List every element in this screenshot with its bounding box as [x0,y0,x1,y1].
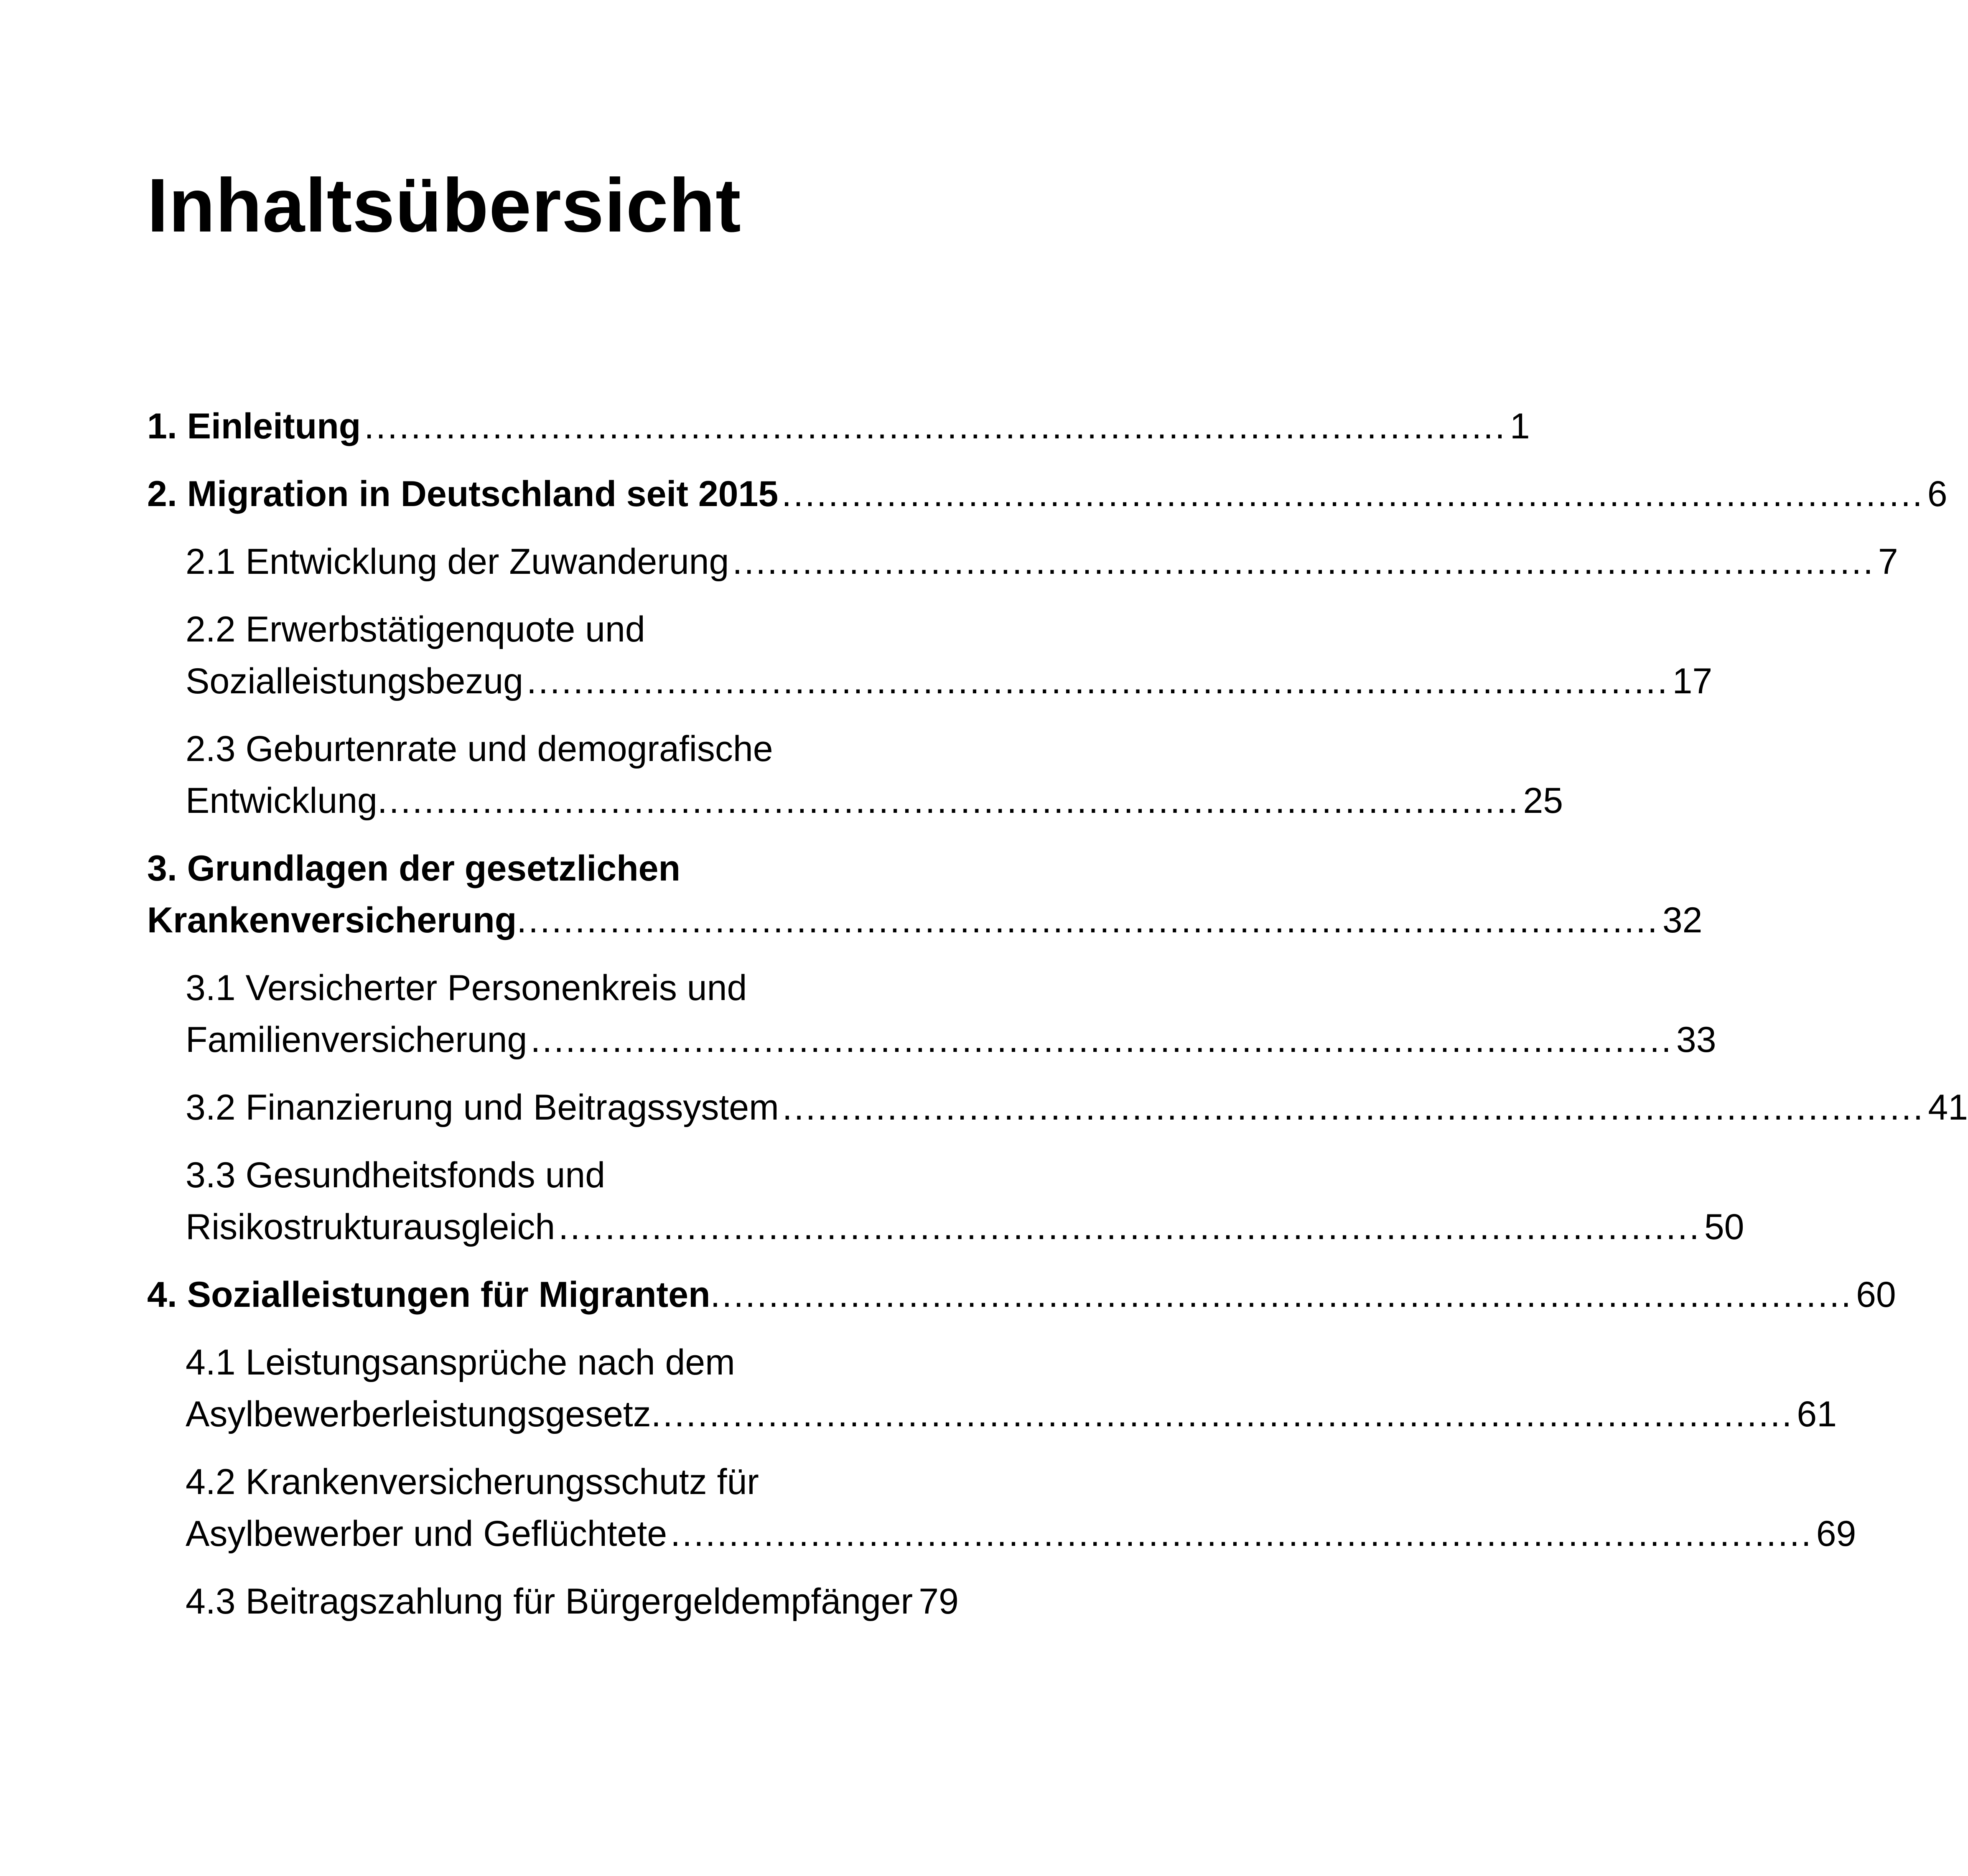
toc-entry-title-line2: Asylbewerber und Geflüchtete [186,1514,667,1554]
toc-entry-title-line1: 4.1 Leistungsansprüche nach dem [186,1342,735,1382]
dot-leader: .................................................................................................. [517,900,1659,940]
toc-page-number: 33 [1676,1020,1716,1060]
dot-leader: .................................................................................................. [782,1087,1925,1128]
toc-entry-title: 2. Migration in Deutschland seit 2015 [147,474,779,514]
toc-entry-title: 2.1 Entwicklung der Zuwanderung [186,542,729,582]
dot-leader: .................................................................................................. [377,781,1520,821]
toc-page-number: 61 [1797,1394,1837,1434]
toc-entry-title-line2: Entwicklung [186,781,377,821]
toc-entry-title-line2: Sozialleistungsbezug [186,661,523,701]
toc-page-number: 41 [1928,1087,1968,1128]
toc-entry-3-3 [147,1149,1744,1253]
dot-leader: .................................................................................................. [670,1514,1813,1554]
toc-entry-4-2 [147,1456,1856,1560]
toc-entry-4-3 [147,1576,1009,1627]
toc-entry-4 [147,1269,1896,1321]
toc-entry-title-line1: 2.3 Geburtenrate und demografische [186,729,773,769]
toc-page-number: 25 [1523,781,1563,821]
toc-page-number: 6 [1927,474,1948,514]
toc-entry-title-line2: Familienversicherung [186,1020,527,1060]
toc-entry-2-2 [147,603,1713,707]
toc-entry-3-1 [147,962,1716,1066]
toc-entry-2-3 [147,723,1563,827]
dot-leader: .................................................................................................. [651,1394,1794,1434]
page-title: Inhaltsübersicht [147,163,741,248]
toc-entry-4-1 [147,1336,1837,1440]
toc-entry-2 [147,468,1948,520]
toc-entry-title-line2: Risikostrukturausgleich [186,1207,555,1247]
toc-entry-1 [147,400,1530,452]
table-of-contents [147,400,1968,1643]
toc-page-number: 50 [1704,1207,1744,1247]
toc-entry-title-line2: Asylbewerberleistungsgesetz [186,1394,651,1434]
toc-page-number: 79 [919,1581,959,1621]
dot-leader: .................................................................................................. [782,474,1924,514]
toc-entry-3 [147,843,1703,946]
toc-entry-2-1 [147,536,1898,588]
toc-page-number: 69 [1816,1514,1856,1554]
dot-leader: .................................................................................................. [558,1207,1701,1247]
toc-entry-3-2 [147,1082,1968,1133]
toc-entry-title-line1: 3.3 Gesundheitsfonds und [186,1155,606,1195]
toc-page-number: 1 [1510,406,1530,446]
toc-entry-title-line1: 4.2 Krankenversicherungsschutz für [186,1462,759,1502]
toc-page-number: 17 [1672,661,1713,701]
dot-leader: .................................................................................................. [530,1020,1673,1060]
toc-page-number: 7 [1878,542,1898,582]
toc-entry-title: 4.3 Beitragszahlung für Bürgergeldempfänger [186,1581,913,1621]
toc-entry-title-line1: 3.1 Versicherter Personenkreis und [186,968,747,1008]
dot-leader: .................................................................................................. [732,542,1875,582]
toc-entry-title-line1: 2.2 Erwerbstätigenquote und [186,609,645,649]
toc-entry-title-line1: 3. Grundlagen der gesetzlichen [147,848,680,888]
toc-entry-title-line2: Krankenversicherung [147,900,517,940]
dot-leader: .................................................................................................. [526,661,1669,701]
toc-entry-title: 1. Einleitung [147,406,361,446]
toc-page-number: 32 [1662,900,1703,940]
dot-leader: .................................................................................................. [364,406,1507,446]
dot-leader: .................................................................................................. [710,1275,1853,1315]
toc-entry-title: 4. Sozialleistungen für Migranten [147,1275,710,1315]
toc-page-number: 60 [1856,1275,1896,1315]
toc-entry-title: 3.2 Finanzierung und Beitragssystem [186,1087,779,1128]
